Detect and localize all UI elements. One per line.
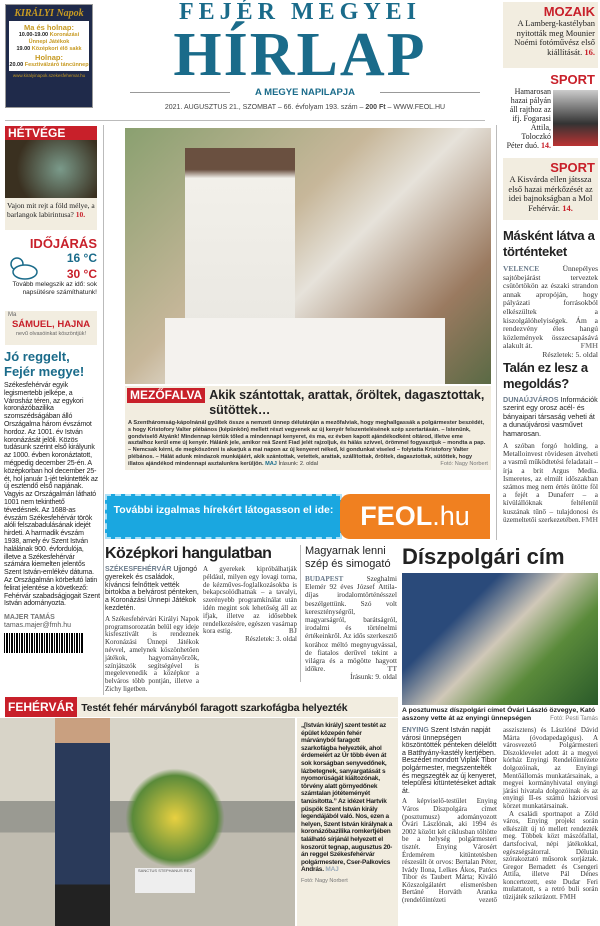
magyar-article[interactable] [300, 545, 397, 682]
divider [5, 120, 485, 121]
wreath [125, 768, 225, 868]
page-ref: Részletek: 3. oldal [245, 635, 297, 644]
article-body: A szóban forgó holding, a Metalloinvest rövidesen átveheti a vasmű működtetési feladatait – írja a brit Argus Media. Ismeretes, az elmúlt időszakban számos meg nem értés ütötte föl a fejét a Dunaferr – a kívülállóknak feltélenül kuszának tűnő – tulajdonosi és üzemeltetői szerkezetében. FMH [503, 442, 598, 524]
article-title: Talán ez lesz a megoldás? [503, 360, 588, 391]
altar-table [165, 318, 445, 384]
page-ref: Írásunk: 9. oldal [350, 673, 397, 682]
sport-teaser-2[interactable] [503, 158, 598, 220]
article-body: A gyerekek kipróbálhatják például, milyen egy lovagi torna, de kézműves-foglalkozásokba is bekapcsolódhatnak – a tavalyi, szerényebb programkínálat után idén megint sok lehetőség áll az ifjak, illetve az idősebbek rendelkezésére, egészen vasárnap kora estig. BJ [203, 565, 297, 636]
diszpolgar-title: Díszpolgári cím [402, 544, 565, 569]
teaser-text: Vajon mit rejt a föld mélye, a barlangok labirintusa? 10. [7, 201, 95, 219]
plaque: SANCTUS STEPHANUS REX [135, 868, 195, 893]
feol-banner-text[interactable]: További izgalmas hírekért látogasson el ide: [105, 494, 342, 539]
hetvege-teaser[interactable] [5, 126, 97, 230]
ad-item: Középkori élő sakk [31, 46, 82, 52]
ad-time: 20.00 [9, 62, 24, 68]
cloud-sun-icon [7, 254, 39, 282]
maskent-article[interactable] [503, 228, 598, 360]
ad-time: 19.00 [16, 46, 31, 52]
page-ref: Részletek: 5. oldal [542, 349, 598, 359]
talan-article[interactable] [503, 360, 598, 524]
feol-banner-logo[interactable]: FEOL.hu [340, 494, 490, 539]
section-label: MEZŐFALVA [127, 388, 205, 403]
kozepkori-article[interactable] [105, 544, 297, 694]
article-title: Másként látva a történteket [503, 228, 595, 259]
diszpolgar-photo [402, 573, 598, 705]
ad-url[interactable]: www.kiralyinapok.szekesfehervar.hu [12, 73, 86, 78]
article-lead: SZÉKESFEHÉRVÁR Ujjongó gyerekek és családok, kíváncsi felnőttek vették birtokba a belvárost pénteken, a Koronázási Ünnepi Játékok kezdetén. [105, 566, 199, 612]
nameday-box: Ma SÁMUEL, HAJNA nevű olvasóinkat köszöntjük! [5, 311, 97, 345]
article-lead: DUNAÚJVÁROS Információk szerint egy orosz acél- és bányaipari társaság veheti át a dunaújvárosi vasművet hamarosan. [503, 395, 598, 438]
ad-heading: Holnap: [35, 53, 63, 62]
weather-box [5, 236, 97, 308]
dateline: 2021. AUGUSZTUS 21., SZOMBAT – 66. évfolyam 193. szám – 200 Ft – WWW.FEOL.HU [164, 104, 446, 111]
teaser-text: A Lamberg-kastélyban nyitották meg Mounier Noémi fotóművész első kiállítását. 16. [514, 18, 595, 57]
mayor-figure [55, 718, 110, 926]
section-label: HÉTVÉGE [5, 126, 97, 140]
section-label: SPORT [550, 160, 595, 175]
weather-label: IDŐJÁRÁS [29, 236, 97, 251]
lead-body: A Szentháromság-kápolnánál gyűltek össze a nemzeti ünnep délutánján a mezőfalviak, hogy meghallgassák a polgármester beszédét, s hogy Kristofory Valter plébános (képünkön) mellett részt vegyenek az új kenyér felszentelésének szép szertartásán. – Istenünk, gondviselő Atyánk! Mindennap kértük tőled a mindennapi kenyeret, és ma, ez évben kapott ajándékodként oltárod, illetve eme asztalhoz kerül eme új kenyér. Hálánk jele, amikor reá Szent Fiad jelét rajzoljuk, és hálás szívvel, örömmel fogyasztjuk – mondta a pap. – Nemcsak kérni, de megköszönni is akarjuk a mai napon az új kenyeret néked, ki gondunkat viseled – folytatta Kristofory Valter plébános. – Hálát adunk mindazok munkájáért, akik szántottak, vetettek, arattak, szállítottak, őröltek, dagasztottak, sütöttek, hogy illatos ajándékod mindennapi asztalunkra kerüljön. MAJ Írásunk: 2. oldal Fotó: Nagy Norbert [128, 420, 488, 467]
ad-heading: Ma és holnap: [23, 23, 74, 32]
author-email: tamas.majer@fmh.hu [4, 622, 72, 630]
weather-text: Tovább melegszik az idő: sok napsütésre számíthatunk! [12, 281, 97, 296]
lead-title: Akik szántottak, arattak, őröltek, dagasztottak, sütöttek… [209, 388, 485, 417]
article-title: Középkori hangulatban [105, 545, 272, 562]
barcode [4, 633, 84, 653]
teaser-text: Hamarosan hazai pályán áll rajthoz az ifj. Fogarasi Attila, Toloczkó Péter duó. 14. [506, 87, 551, 150]
lead-photo [125, 128, 491, 384]
divider [496, 125, 497, 540]
diszpolgar-body: ENYING Szent István napját városi ünnepségen köszöntötték pénteken délelőtt a Batthyány-kastély kertjében. Beszédet mondott Viplak Tibor polgármester, megszentelték és megszegték az új kenyeret, települési kitüntetéseket adtak át. A képviselő-testület Enying Város Díszpolgára címet (posztumusz) adományozott Óvári Lászlónak, aki 1994 és 2002 között két ciklusban töltötte be a helység polgármesteri tisztét. Enying Városért Érdemérem kitüntetésben részesült öt orvos: Bertalan Péter, Ivády Ilona, Lelkes Ákos, Patócs Tibor és Taubert Márta; Kiváló Közszolgálatért elismerésben Bertáné Horváth Aranka (rendelőintézeti vezető asszisztens) és Lászlóné Dávid Márta (óvodapedagógus). A városvezető Polgármesteri Díszoklevelet adott át a megyei kórház Enyingi Rendelőintézete dolgozóinak, az Enyingi Mentőállomás munkatársainak, a megyei kormányhivatal enyingi járási hivatala dolgozóinak és az enyingi II-es számú háziorvosi körzet munkatársainak. A családi sportnapot a Zöld város, Enying projekt során elkészült új tó mellett rendezték meg. Többek közt mászófallal, dartsfocival, népi játékokkal, egészségsátorral. Délután szórakoztató műsorok sorjáztak. Gregor Bernadett és Csengeri Attila, illetve Pál Dénes koncertezett, este Dudar Feri mulattatott, s a retró buli során tűzijáték szikrázott. FMH [402, 726, 598, 905]
article-body: BUDAPEST Szeghalmi Elemér 92 éves József Attila-díjas irodalomtörténésszel beszélgettünk. Szó volt kereszténységről, magyarságról, barátságról, irodalmi és történelmi értékeinkről. Az idős szerkesztő korához méltó megnyugvással, de fiatalos derűvel tekint a világra és a mögötte hagyott időkre. TT [305, 575, 397, 674]
masthead-top: FEJÉR MEGYEI [178, 0, 421, 25]
fehervar-title: Testét fehér márványból faragott szarkofágba helyezték [81, 702, 348, 714]
masthead-title: HÍRLAP [173, 21, 427, 89]
cave-photo [5, 140, 97, 198]
temp-min: 16 °C [66, 251, 97, 265]
article-body: VELENCE Ünnepélyes sajtóbejárást terveztek csütörtökön az északi strandon annak apropóján, hogy pályázati forrásokból elkészültek a kiszolgálóhelyiségek. Ám a rendezvény éles hangú közlemények összecsapásává alakult át. FMH [503, 264, 598, 351]
sport-photo [553, 90, 598, 146]
ad-time: 10.00-19.00 [18, 32, 49, 38]
morning-column [4, 349, 100, 653]
sport-teaser-1[interactable] [503, 72, 598, 154]
photo-caption: A posztumusz díszpolgári címet Óvári László özvegye, Kató asszony vette át az enyingi ünnepségen Fotó: Pesti Tamás [402, 707, 598, 723]
divider [103, 125, 104, 695]
fehervar-quote: „[István király] szent testét az épület közepén fehér márványból faragott szarkofágba helyezték, ahol érdemeiért az Úr több éven át sok korságban senyvedőnek, lázbetegnek, sanyargatását s nyomorúságát kiáltozónak, törvény alatt görnyedőnek számtalan jótéteményét tanúsította.” Az idézet Hartvik püspök Szent István király legendájából való. Nos, ezen a helyen, Szent István királynak a koronázóbazilika romkertjében található sírjánál helyezett el koszorút tegnap, augusztus 20-án reggel Székesfehérvár polgármestere, Cser-Palkovics András. MAJ Fotó: Nagy Norbert [297, 718, 398, 926]
mozaik-teaser[interactable] [503, 2, 598, 68]
article-title: Magyarnak lenni szép és simogató [305, 545, 391, 570]
section-label: SPORT [550, 72, 595, 87]
teaser-text: A Kisvárda ellen játssza első hazai mérkőzését az idei bajnokságban a Mol Fehérvár. 14. [508, 174, 593, 213]
column-body: Székesfehérvár egyik legismertebb jelképe, a Városház téren, az egykori koronázóbazilika szomszédságában álló Országalma három évszámot hordoz. Az 1001. év István koronázását jelöli. Közös tudásunk szerint első királyunk az 1000. évben koronáztatott, mégpedig december 25-én. A középkorban hol december 25-ét, hol január 1-jét tekintették az új esztendő első napjának. Vagyis az Országalmán látható 1001 nem tekinthető tévedésnek. Az 1688-as évszám Székesfehérvár török alóli felszabadulásának idejét hirdeti. A harmadik évszám 1938, amely év Szent István halálának 900. évfordulója, illetve a Székesfehérvár számára kiemelten jelentős Szent István-emlékév dátuma. Az Országalmán körbefutó latin felirat jelentése a következő: Fehérvár szabadságjogait Szent István adományozta. [4, 382, 100, 608]
temp-max: 30 °C [66, 267, 97, 281]
fehervar-photo [0, 718, 295, 926]
lead-story[interactable] [125, 386, 491, 470]
article-body: A Székesfehérvári Királyi Napok programsorozatán belül egy ideje kisfesztivált is rendeznek Koronázási Ünnepi Játékok névvel, amelynek köszönhetően játékok, hagyományőrzők, színjátszók segítségével is megelevenedik a középkor a belváros több pontján, illetve a Zichy ligetben. [105, 614, 199, 693]
section-label: FEHÉRVÁR [5, 697, 77, 717]
ad-item: Fesztiválzáró táncünnep [24, 62, 89, 68]
fehervar-headline[interactable] [5, 697, 398, 717]
nameday-names: SÁMUEL, HAJNA [11, 319, 91, 330]
ad-item: Koronázási Ünnepi Játékok [28, 32, 80, 45]
author: MAJER TAMÁS [4, 614, 55, 622]
masthead-subtitle: A MEGYE NAPILAPJA [130, 87, 480, 98]
section-label: MOZAIK [543, 4, 595, 19]
kiralyi-napok-ad[interactable] [5, 4, 93, 108]
ad-brand: KIRÁLYI Napok [14, 8, 84, 19]
column-title: Jó reggelt, Fejér megye! [4, 349, 85, 379]
